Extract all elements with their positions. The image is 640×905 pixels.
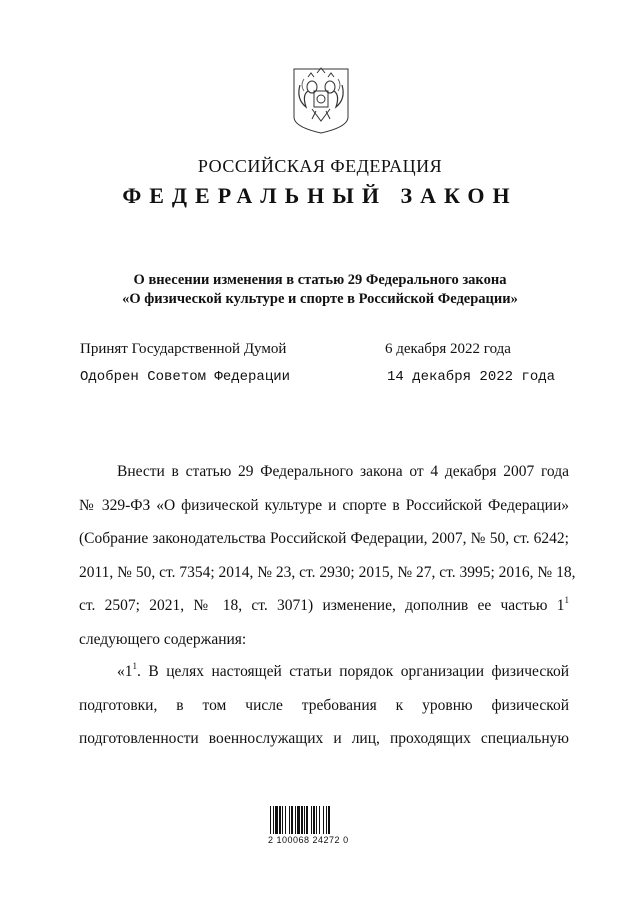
text-line: подготовки, в том числе требования к уровню физической: [79, 696, 569, 714]
coat-of-arms-icon: [290, 65, 352, 135]
subject-line-2: «О физической культуре и спорте в Российской Федерации»: [122, 291, 518, 307]
paragraph-amendment: [79, 455, 576, 656]
text-line: (Собрание законодательства Российской Федерации, 2007, № 50, ст. 6242;: [79, 530, 569, 547]
text-fragment: . В целях настоящей статьи порядок организации физической: [137, 663, 569, 680]
text-line: [79, 589, 569, 623]
law-subject: [0, 271, 640, 309]
barcode-number: 2 100068 24272 0: [268, 835, 349, 845]
document-type: ФЕДЕРАЛЬНЫЙ ЗАКОН: [122, 183, 518, 208]
text-fragment: «1: [117, 663, 133, 680]
text-line: [79, 655, 569, 689]
superscript: 1: [132, 661, 137, 671]
duma-label: Принят Государственной Думой: [80, 341, 287, 357]
text-line: 2011, № 50, ст. 7354; 2014, № 23, ст. 2930; 2015, № 27, ст. 3995; 2016, № 18,: [79, 563, 576, 581]
subject-line-1: О внесении изменения в статью 29 Федерального закона: [133, 272, 507, 288]
text-line: Внести в статью 29 Федерального закона от 4 декабря 2007 года: [117, 463, 569, 480]
council-date: 14 декабря 2022 года: [387, 369, 556, 385]
text-line: подготовленности военнослужащих и лиц, проходящих специальную: [79, 730, 569, 747]
text-line: № 329-ФЗ «О физической культуре и спорте в Российской Федерации»: [79, 496, 569, 514]
text-fragment: ст. 2507; 2021, № 18, ст. 3071) изменение, дополнив ее частью 1: [79, 597, 565, 614]
country-name: РОССИЙСКАЯ ФЕДЕРАЦИЯ: [197, 156, 443, 176]
duma-date: 6 декабря 2022 года: [385, 341, 511, 357]
superscript: 1: [564, 595, 569, 605]
council-label: Одобрен Советом Федерации: [80, 369, 291, 385]
text-line: следующего содержания:: [79, 630, 247, 648]
paragraph-new-part: [79, 655, 569, 756]
